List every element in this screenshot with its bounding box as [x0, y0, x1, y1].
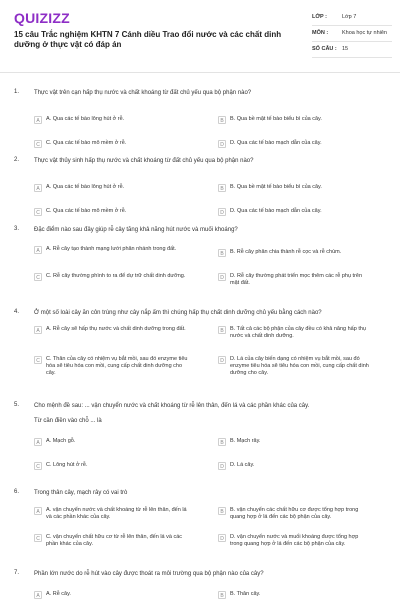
option-letter: A — [34, 326, 42, 334]
option-text: C. Thân của cây có nhiệm vụ bắt mồi, sau đó enzyme tiêu hóa sẽ tiêu hóa con mồi, cung cấp chất dinh dưỡng cho cây. — [46, 356, 188, 376]
option-c[interactable] — [34, 140, 188, 148]
option-letter: A — [34, 116, 42, 124]
option-c[interactable] — [34, 356, 188, 377]
option-a[interactable] — [34, 507, 188, 521]
option-a[interactable] — [34, 438, 188, 446]
option-text: B. Mạch rây. — [230, 438, 261, 444]
option-text: D. Rễ cây thường phát triển mọc thêm các rễ phụ trên mặt đất. — [230, 273, 363, 286]
meta-value: Lớp 7 — [342, 14, 357, 20]
option-c[interactable] — [34, 208, 188, 216]
option-text: B. vận chuyển các chất hữu cơ được tổng hợp trong quang hợp ở lá đến các bộ phận của cây. — [230, 507, 359, 520]
option-b[interactable] — [218, 507, 372, 521]
option-text: C. Qua các tế bào mô mềm ở rễ. — [46, 208, 127, 214]
option-text: B. Thân cây. — [230, 591, 261, 597]
option-d[interactable] — [218, 462, 372, 470]
worksheet-header — [0, 0, 400, 73]
option-c[interactable] — [34, 534, 188, 548]
option-letter: B — [218, 184, 226, 192]
question-text: Thực vật trên cạn hấp thụ nước và chất khoáng từ đất chủ yếu qua bộ phận nào? — [34, 90, 252, 96]
option-text: A. Rễ cây. — [46, 591, 71, 597]
option-text: A. vận chuyển nước và chất khoáng từ rễ lên thân, đến lá và các phần khác của cây. — [46, 507, 187, 520]
option-letter: C — [34, 534, 42, 542]
option-d[interactable] — [218, 140, 372, 148]
question-text: Đặc điểm nào sau đây giúp rễ cây tăng khả năng hút nước và muối khoáng? — [34, 227, 238, 233]
option-letter: D — [218, 273, 226, 281]
meta-label: LỚP : — [312, 14, 327, 20]
option-letter: C — [34, 208, 42, 216]
question-number: 4. — [14, 309, 20, 315]
question-number: 1. — [14, 89, 20, 95]
worksheet-title: 15 câu Trắc nghiệm KHTN 7 Cánh diều Trao đổi nước và các chất dinh dưỡng ở thực vật có đáp án — [14, 30, 282, 49]
option-text: D. Qua các tế bào mạch dẫn của cây. — [230, 140, 322, 146]
option-letter: B — [218, 591, 226, 599]
option-letter: D — [218, 356, 226, 364]
option-text: C. Rễ cây thường phình to ra để dự trữ chất dinh dưỡng. — [46, 273, 186, 279]
option-text: A. Rễ cây sẽ hấp thụ nước và chất dinh dưỡng trong đất. — [46, 326, 186, 332]
option-letter: A — [34, 438, 42, 446]
option-text: D. Lá cây. — [230, 462, 255, 468]
option-b[interactable] — [218, 184, 372, 192]
option-text: C. vận chuyển chất hữu cơ từ rễ lên thân, đến lá và các phần khác của cây. — [46, 534, 183, 547]
option-d[interactable] — [218, 534, 372, 548]
option-letter: A — [34, 246, 42, 254]
option-letter: C — [34, 140, 42, 148]
option-text: B. Rễ cây phân chia thành rễ cọc và rễ chùm. — [230, 249, 342, 255]
option-b[interactable] — [218, 591, 372, 599]
option-text: A. Qua các tế bào lông hút ở rễ. — [46, 184, 125, 190]
option-letter: B — [218, 326, 226, 334]
question-text: Thực vật thủy sinh hấp thụ nước và chất khoáng từ đất chủ yếu qua bộ phận nào? — [34, 158, 254, 164]
option-letter: D — [218, 208, 226, 216]
question-number: 2. — [14, 157, 20, 163]
option-text: D. Lá của cây biến dạng có nhiệm vụ bắt mồi, sau đó enzyme tiêu hóa sẽ tiêu hóa con mồi, cung cấp chất dinh dưỡng cho cây. — [230, 356, 369, 376]
option-letter: C — [34, 462, 42, 470]
option-text: C. Lông hút ở rễ. — [46, 462, 88, 468]
question-text: Phần lớn nước do rễ hút vào cây được thoát ra môi trường qua bộ phận nào của cây? — [34, 571, 264, 577]
option-d[interactable] — [218, 208, 372, 216]
meta-label: SỐ CÂU : — [312, 46, 337, 52]
option-a[interactable] — [34, 246, 188, 254]
option-letter: B — [218, 116, 226, 124]
option-text: A. Rễ cây tạo thành mạng lưới phân nhánh trong đất. — [46, 246, 177, 252]
option-b[interactable] — [218, 326, 372, 340]
option-c[interactable] — [34, 462, 188, 470]
question-number: 5. — [14, 402, 20, 408]
option-c[interactable] — [34, 273, 188, 281]
option-text: A. Qua các tế bào lông hút ở rễ. — [46, 116, 125, 122]
option-text: D. vận chuyển nước và muối khoáng được tổng hợp trong quang hợp ở lá đến các bộ phận của cây. — [230, 534, 359, 547]
option-text: A. Mạch gỗ. — [46, 438, 76, 444]
option-text: B. Qua bề mặt tế bào biểu bì của cây. — [230, 116, 322, 122]
option-d[interactable] — [218, 356, 372, 377]
option-a[interactable] — [34, 116, 188, 124]
option-text: C. Qua các tế bào mô mềm ở rễ. — [46, 140, 127, 146]
meta-row-count — [312, 42, 392, 58]
option-text: B. Tất cả các bộ phận của cây đều có khả năng hấp thụ nước và chất dinh dưỡng. — [230, 326, 366, 339]
meta-table — [312, 10, 392, 58]
meta-row-class — [312, 10, 392, 26]
option-text: B. Qua bề mặt tế bào biểu bì của cây. — [230, 184, 322, 190]
meta-row-subject — [312, 26, 392, 42]
question-text: Cho mệnh đề sau: ... vận chuyển nước và chất khoáng từ rễ lên thân, đến lá và các phần khác của cây. — [34, 403, 310, 409]
question-subtext: Từ cần điền vào chỗ ... là — [34, 418, 102, 424]
option-letter: C — [34, 356, 42, 364]
option-letter: A — [34, 507, 42, 515]
option-letter: C — [34, 273, 42, 281]
question-text: Trong thân cây, mạch rây có vai trò — [34, 490, 128, 496]
option-letter: A — [34, 591, 42, 599]
meta-value: 15 — [342, 46, 349, 52]
question-number: 3. — [14, 226, 20, 232]
option-letter: B — [218, 507, 226, 515]
option-letter: D — [218, 140, 226, 148]
option-letter: B — [218, 249, 226, 257]
question-number: 6. — [14, 489, 20, 495]
question-text: Ở một số loài cây ăn côn trùng như cây nắp ấm thì chúng hấp thụ chất dinh dưỡng chủ yếu bằng cách nào? — [34, 310, 322, 316]
option-a[interactable] — [34, 326, 188, 334]
option-letter: B — [218, 438, 226, 446]
option-b[interactable] — [218, 116, 372, 124]
option-letter: D — [218, 462, 226, 470]
option-d[interactable] — [218, 273, 372, 287]
meta-value: Khoa học tự nhiên — [342, 30, 387, 36]
option-b[interactable] — [218, 249, 372, 257]
option-a[interactable] — [34, 184, 188, 192]
meta-label: MÔN : — [312, 30, 329, 36]
option-letter: A — [34, 184, 42, 192]
question-number: 7. — [14, 570, 20, 576]
option-a[interactable] — [34, 591, 188, 599]
option-b[interactable] — [218, 438, 372, 446]
option-letter: D — [218, 534, 226, 542]
quizizz-logo: QUIZIZZ — [14, 10, 70, 26]
option-text: D. Qua các tế bào mạch dẫn của cây. — [230, 208, 322, 214]
